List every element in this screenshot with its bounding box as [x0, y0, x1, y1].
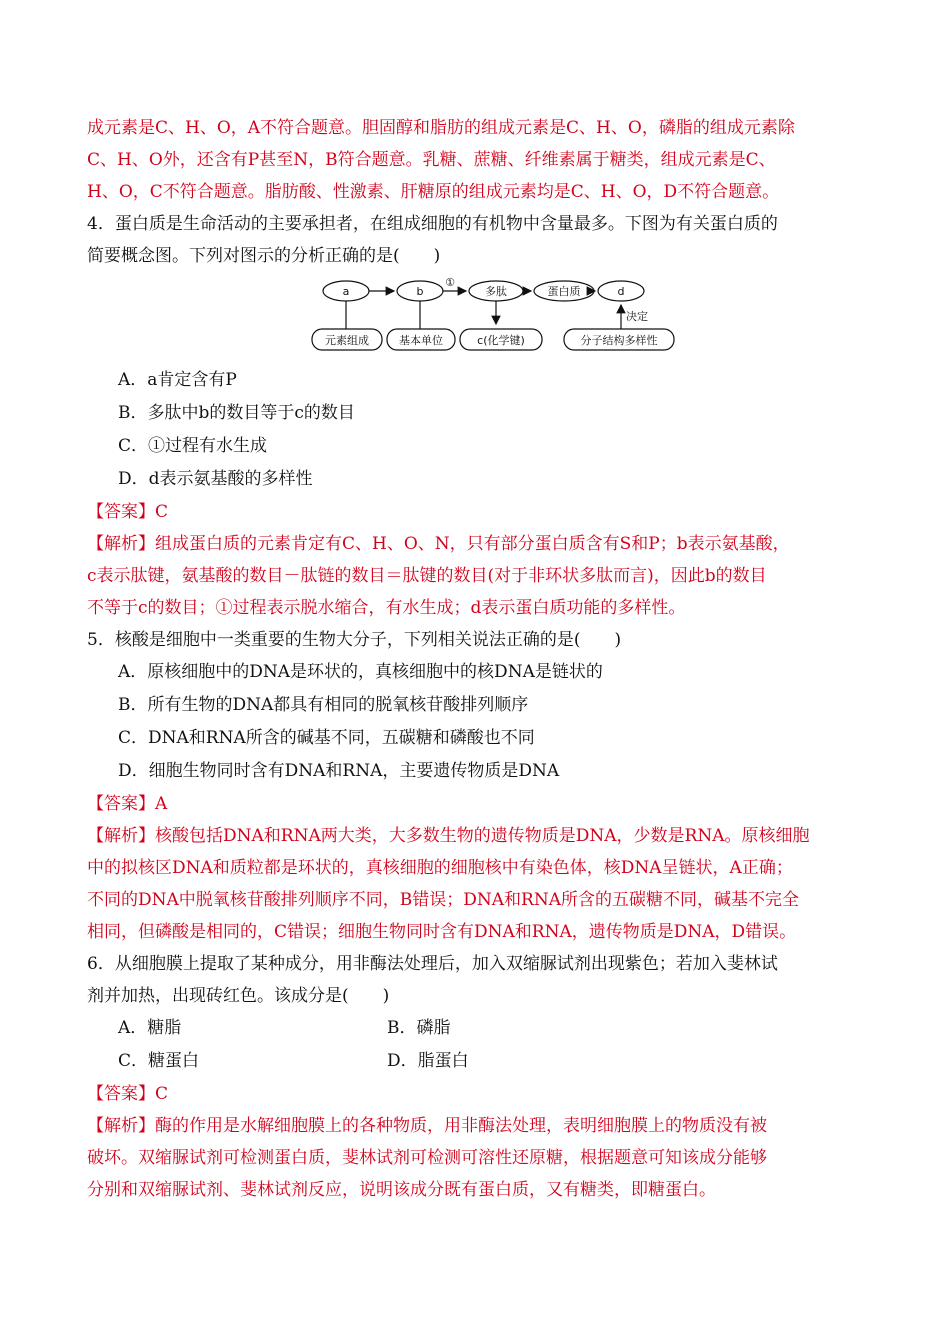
analysis-line: 不等于c的数目；①过程表示脱水缩合，有水生成；d表示蛋白质功能的多样性。 — [87, 598, 686, 618]
option-d: D．d表示氨基酸的多样性 — [118, 469, 313, 489]
option-a: A．原核细胞中的DNA是环状的，真核细胞中的核DNA是链状的 — [118, 662, 603, 682]
option-a: A．a肯定含有P — [118, 370, 237, 390]
node-protein-label: 蛋白质 — [547, 285, 581, 298]
analysis-text: 核酸包括DNA和RNA两大类，大多数生物的遗传物质是DNA，少数是RNA。原核细胞 — [155, 826, 810, 846]
analysis-line: 破坏。双缩脲试剂可检测蛋白质，斐林试剂可检测可溶性还原糖，根据题意可知该成分能够 — [87, 1148, 767, 1168]
node-d — [598, 281, 644, 301]
answer-value: C — [155, 502, 169, 522]
box-unit — [387, 329, 455, 350]
node-polypeptide — [469, 281, 523, 301]
analysis-tag: 【解析】 — [87, 826, 155, 846]
question-5 — [87, 624, 867, 948]
box-elements — [312, 329, 382, 350]
protein-concept-diagram — [87, 272, 867, 364]
answer-value: A — [155, 794, 168, 814]
option-b: B．多肽中b的数目等于c的数目 — [118, 403, 355, 423]
question-4 — [87, 208, 867, 624]
question-stem: 6．从细胞膜上提取了某种成分，用非酶法处理后，加入双缩脲试剂出现紫色；若加入斐林试 — [87, 954, 778, 974]
box-diversity — [564, 329, 674, 350]
analysis — [87, 1110, 867, 1206]
option-b: B．磷脂 — [387, 1018, 451, 1038]
question-stem: 4．蛋白质是生命活动的主要承担者，在组成细胞的有机物中含量最多。下图为有关蛋白质的 — [87, 214, 778, 234]
analysis-line: 相同，但磷酸是相同的，C错误；细胞生物同时含有DNA和RNA，遗传物质是DNA，D错误。 — [87, 922, 797, 942]
option-d: D．脂蛋白 — [387, 1051, 469, 1071]
analysis-line: c表示肽键，氨基酸的数目－肽链的数目＝肽键的数目(对于非环状多肽而言)，因此b的数目 — [87, 566, 767, 586]
analysis-line: 中的拟核区DNA和质粒都是环状的，真核细胞的细胞核中有染色体，核DNA呈链状，A正确； — [87, 858, 793, 878]
explanation-line: C、H、O外，还含有P甚至N，B符合题意。乳糖、蔗糖、纤维素属于糖类，组成元素是C、 — [87, 150, 776, 170]
explanation-line: H、O，C不符合题意。脂肪酸、性激素、肝糖原的组成元素均是C、H、O，D不符合题意。 — [87, 182, 780, 202]
previous-explanation — [87, 112, 867, 208]
node-b — [397, 281, 443, 301]
option-d: D．细胞生物同时含有DNA和RNA，主要遗传物质是DNA — [118, 761, 560, 781]
question-stem: 简要概念图。下列对图示的分析正确的是( ) — [87, 246, 441, 266]
answer — [87, 496, 867, 528]
node-polypeptide-label: 多肽 — [485, 285, 507, 298]
analysis-line — [87, 820, 867, 852]
box-elements-label: 元素组成 — [325, 334, 369, 347]
analysis — [87, 528, 867, 624]
box-diversity-label: 分子结构多样性 — [580, 334, 658, 347]
node-d-label: d — [617, 285, 625, 298]
answer-value: C — [155, 1084, 169, 1104]
analysis-line — [87, 1110, 867, 1142]
analysis-line: 分别和双缩脲试剂、斐林试剂反应，说明该成分既有蛋白质，又有糖类，即糖蛋白。 — [87, 1180, 716, 1200]
analysis-line — [87, 528, 867, 560]
analysis-tag: 【解析】 — [87, 534, 155, 554]
explanation-line: 成元素是C、H、O，A不符合题意。胆固醇和脂肪的组成元素是C、H、O，磷脂的组成元素除 — [87, 118, 795, 138]
answer-tag: 【答案】 — [87, 794, 155, 814]
option-b: B．所有生物的DNA都具有相同的脱氧核苷酸排列顺序 — [118, 695, 529, 715]
analysis-text: 酶的作用是水解细胞膜上的各种物质，用非酶法处理，表明细胞膜上的物质没有被 — [155, 1116, 767, 1136]
options-row — [87, 1045, 867, 1078]
step-1-label: ① — [445, 276, 455, 289]
node-b-label: b — [416, 285, 424, 298]
decide-label: 决定 — [626, 310, 648, 323]
analysis — [87, 820, 867, 948]
concept-map-svg — [87, 272, 867, 364]
node-a — [323, 281, 369, 301]
option-a: A．糖脂 — [118, 1018, 182, 1038]
box-bond-label: c(化学键) — [477, 334, 525, 347]
box-bond — [460, 329, 542, 350]
node-protein — [534, 281, 594, 301]
question-stem: 5．核酸是细胞中一类重要的生物大分子，下列相关说法正确的是( ) — [87, 630, 622, 650]
analysis-tag: 【解析】 — [87, 1116, 155, 1136]
option-c: C．①过程有水生成 — [118, 436, 268, 456]
document-page — [87, 112, 867, 1206]
answer — [87, 1078, 867, 1110]
options-row — [87, 1012, 867, 1045]
analysis-line: 不同的DNA中脱氧核苷酸排列顺序不同，B错误；DNA和RNA所含的五碳糖不同，碱基不完全 — [87, 890, 800, 910]
node-a-label: a — [342, 285, 350, 298]
question-stem: 剂并加热，出现砖红色。该成分是( ) — [87, 986, 390, 1006]
box-unit-label: 基本单位 — [399, 334, 443, 347]
analysis-text: 组成蛋白质的元素肯定有C、H、O、N，只有部分蛋白质含有S和P；b表示氨基酸， — [155, 534, 790, 554]
option-c: C．糖蛋白 — [118, 1051, 200, 1071]
option-c: C．DNA和RNA所含的碱基不同，五碳糖和磷酸也不同 — [118, 728, 535, 748]
answer-tag: 【答案】 — [87, 1084, 155, 1104]
question-6 — [87, 948, 867, 1206]
answer — [87, 788, 867, 820]
answer-tag: 【答案】 — [87, 502, 155, 522]
